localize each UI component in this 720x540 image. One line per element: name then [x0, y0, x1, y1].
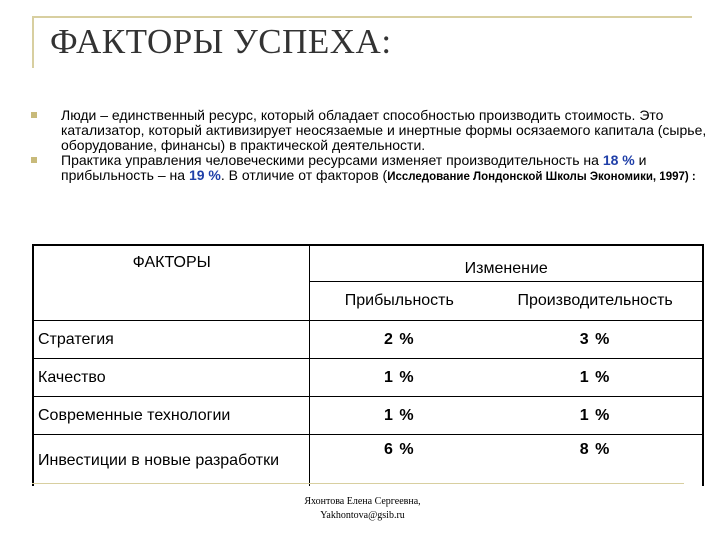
- header-factors: ФАКТОРЫ: [33, 245, 310, 321]
- bullet-item: [30, 153, 720, 185]
- bullet-marker-icon: [31, 157, 37, 163]
- highlight-percent: 19 %: [188, 167, 221, 183]
- factor-name: Качество: [33, 359, 310, 397]
- table-row: [33, 321, 703, 359]
- productivity-value: 8 %: [488, 435, 703, 487]
- bullet-list: [30, 108, 720, 185]
- profit-value: 1 %: [310, 397, 488, 435]
- table-row: [33, 359, 703, 397]
- factor-name: Современные технологии: [33, 397, 310, 435]
- productivity-value: 3 %: [488, 321, 703, 359]
- bullet-item: [30, 108, 720, 153]
- footer-email: Yakhontova@gsib.ru: [320, 510, 405, 521]
- bullet-text: [61, 152, 696, 183]
- factors-table: [32, 244, 704, 486]
- bullet-marker-icon: [31, 112, 37, 118]
- header-profitability: Прибыльность: [344, 291, 454, 309]
- header-change: Изменение: [310, 245, 703, 281]
- footer: [245, 495, 480, 523]
- title-frame-top: [32, 16, 692, 18]
- bullet-text-part: и прибыльность – на: [61, 152, 647, 183]
- table-row: [33, 435, 703, 487]
- profit-value: 1 %: [310, 359, 488, 397]
- bullet-text-part: . В отличие от факторов (: [220, 167, 388, 183]
- highlight-percent: 18 %: [602, 152, 635, 168]
- source-citation: Исследование Лондонской Школы Экономики, 1997) :: [387, 171, 696, 183]
- profit-value: 2 %: [310, 321, 488, 359]
- productivity-value: 1 %: [488, 359, 703, 397]
- table-row: [33, 397, 703, 435]
- title-frame-left: [32, 16, 34, 68]
- bullet-text: Люди – единственный ресурс, который обладает способностью производить стоимость. Это катализатор, который активизирует неосязаемые и инертные формы осязаемого капитала (сырье, оборудование, финансы) в практической деятельности.: [61, 107, 707, 153]
- header-productivity: Производительность: [517, 291, 673, 309]
- profit-value: 6 %: [310, 435, 488, 487]
- slide-title: ФАКТОРЫ УСПЕХА:: [50, 22, 392, 61]
- productivity-value: 1 %: [488, 397, 703, 435]
- factor-name: Стратегия: [33, 321, 310, 359]
- footer-author: Яхонтова Елена Сергеевна,: [304, 496, 421, 507]
- bullet-text-part: Практика управления человеческими ресурсами изменяет производительность на: [61, 152, 603, 168]
- factor-name: Инвестиции в новые разработки: [33, 435, 310, 487]
- bottom-divider: [32, 483, 684, 484]
